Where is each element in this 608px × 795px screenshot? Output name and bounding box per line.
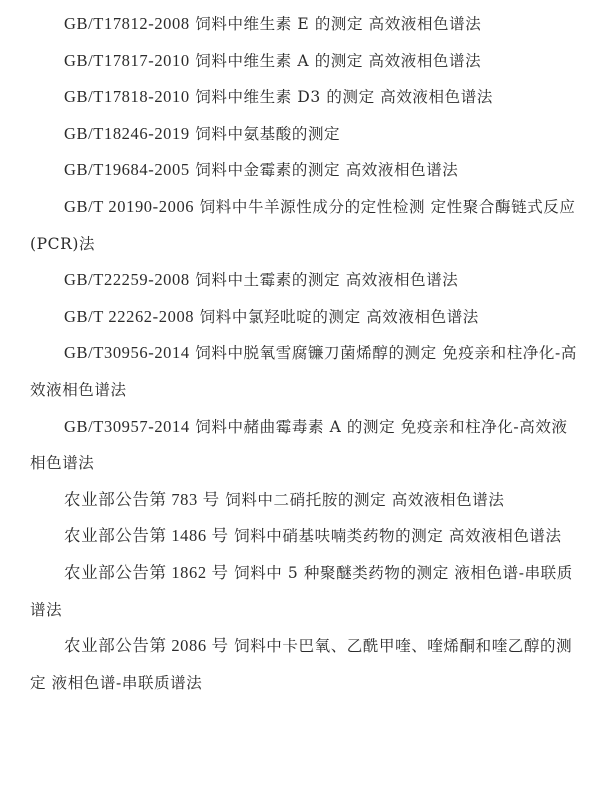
- standard-code: GB/T17818-2010: [64, 87, 190, 107]
- standard-title: 饲料中牛羊源性成分的定性检测 定性聚合酶链式反应(PCR)法: [30, 197, 576, 253]
- standard-title: 饲料中硝基呋喃类药物的测定 高效液相色谱法: [228, 527, 562, 546]
- standard-entry-6: [30, 189, 582, 262]
- standard-code: GB/T 20190-2006: [64, 196, 195, 216]
- standard-title: 饲料中脱氧雪腐镰刀菌烯醇的测定 免疫亲和柱净化-高效液相色谱法: [30, 344, 577, 399]
- standard-code: GB/T30956-2014: [64, 343, 190, 363]
- standard-title: 饲料中 5 种聚醚类药物的测定 液相色谱-串联质谱法: [30, 563, 573, 619]
- standard-entry-12: [30, 518, 582, 555]
- standard-code: GB/T 22262-2008: [64, 306, 195, 326]
- standard-entry-3: [30, 79, 582, 116]
- standard-title: 饲料中氯羟吡啶的测定 高效液相色谱法: [194, 307, 479, 326]
- standard-title: 饲料中维生素 D3 的测定 高效液相色谱法: [189, 88, 493, 107]
- standard-title: 饲料中维生素 A 的测定 高效液相色谱法: [189, 51, 482, 70]
- standard-code: 农业部公告第 1486 号: [64, 526, 229, 546]
- standard-entry-4: [30, 116, 582, 153]
- standard-title: 饲料中赭曲霉毒素 A 的测定 免疫亲和柱净化-高效液相色谱法: [30, 417, 568, 473]
- standard-code: 农业部公告第 2086 号: [64, 636, 229, 656]
- standard-title: 饲料中二硝托胺的测定 高效液相色谱法: [219, 490, 505, 509]
- standard-entry-2: [30, 43, 582, 80]
- standard-entry-14: [30, 628, 582, 701]
- standard-entry-11: [30, 482, 582, 519]
- standard-code: GB/T18246-2019: [64, 123, 190, 143]
- standard-title: 饲料中氨基酸的测定: [189, 124, 341, 143]
- standard-entry-9: [30, 335, 582, 408]
- standard-code: GB/T19684-2005: [64, 160, 190, 180]
- standard-code: GB/T22259-2008: [64, 270, 190, 290]
- standard-entry-8: [30, 299, 582, 336]
- standard-code: GB/T17812-2008: [64, 14, 190, 33]
- standard-title: 饲料中卡巴氧、乙酰甲喹、喹烯酮和喹乙醇的测定 液相色谱-串联质谱法: [30, 637, 573, 692]
- standard-title: 饲料中土霉素的测定 高效液相色谱法: [189, 271, 459, 290]
- standard-code: GB/T30957-2014: [64, 416, 190, 436]
- standard-entry-7: [30, 262, 582, 299]
- standard-code: 农业部公告第 1862 号: [64, 562, 229, 582]
- standard-title: 饲料中维生素 E 的测定 高效液相色谱法: [189, 15, 482, 33]
- standard-entry-5: [30, 152, 582, 189]
- standard-code: 农业部公告第 783 号: [64, 489, 220, 509]
- standard-entry-1: [30, 6, 582, 43]
- standard-code: GB/T17817-2010: [64, 50, 190, 70]
- standard-title: 饲料中金霉素的测定 高效液相色谱法: [189, 161, 459, 180]
- standard-entry-13: [30, 555, 582, 628]
- standard-entry-10: [30, 409, 582, 482]
